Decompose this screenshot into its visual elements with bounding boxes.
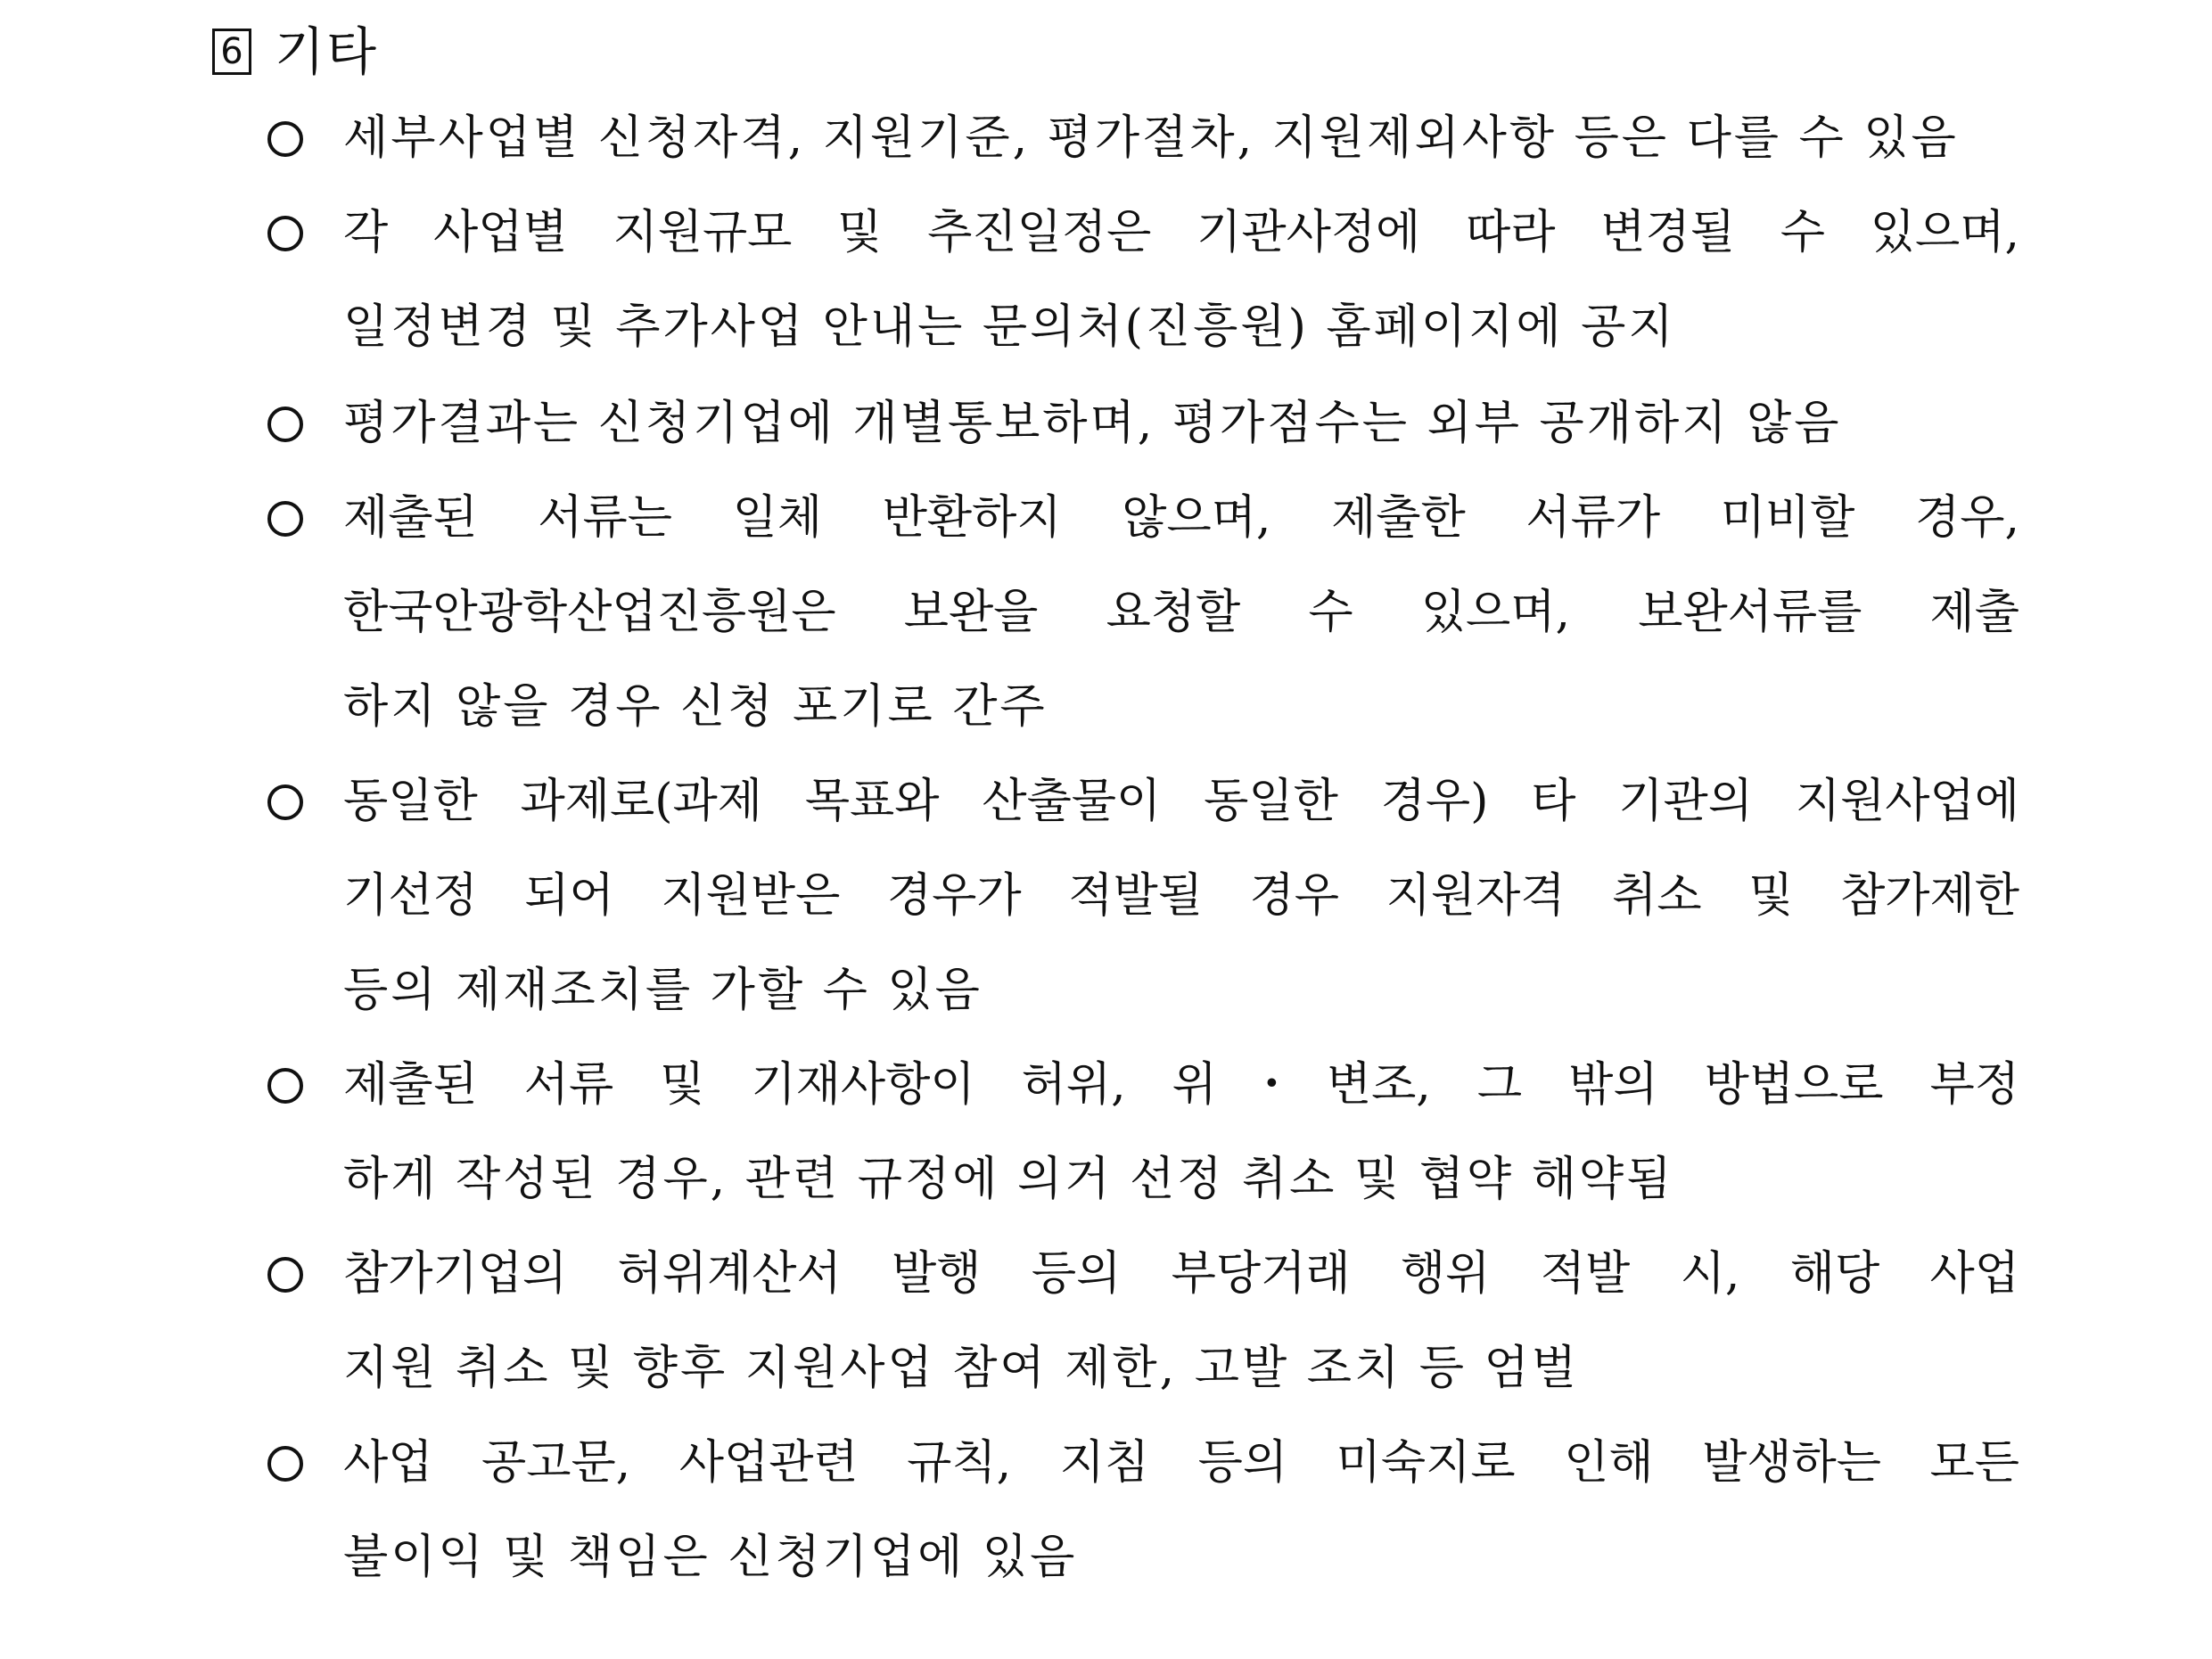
bullet-line: 동일한 과제로(과제 목표와 산출물이 동일한 경우) 타 기관의 지원사업에 xyxy=(343,775,2019,828)
bullet-line: 제출된 서류 및 기재사항이 허위, 위・변조, 그 밖의 방법으로 부정 xyxy=(343,1058,2019,1112)
bullet-line: 하지 않을 경우 신청 포기로 간주 xyxy=(343,680,1048,734)
bullet-circle-icon xyxy=(267,1446,303,1482)
bullet-line: 평가결과는 신청기업에 개별통보하며, 평가점수는 외부 공개하지 않음 xyxy=(343,397,1842,450)
bullet-line: 하게 작성된 경우, 관련 규정에 의거 선정 취소 및 협약 해약됨 xyxy=(343,1153,1674,1206)
bullet-line: 한국안광학산업진흥원은 보완을 요청할 수 있으며, 보완서류를 제출 xyxy=(343,586,2019,639)
bullet-circle-icon xyxy=(267,121,303,157)
bullet-line: 일정변경 및 추가사업 안내는 문의처(진흥원) 홈페이지에 공지 xyxy=(343,300,1676,354)
bullet-line: 세부사업별 신청자격, 지원기준, 평가절차, 지원제외사항 등은 다를 수 있음 xyxy=(343,111,1959,165)
bullet-line: 참가기업의 허위계산서 발행 등의 부당거래 행위 적발 시, 해당 사업 xyxy=(343,1247,2019,1301)
bullet-circle-icon xyxy=(267,501,303,537)
bullet-circle-icon xyxy=(267,784,303,820)
bullet-line: 각 사업별 지원규모 및 추진일정은 기관사정에 따라 변경될 수 있으며, xyxy=(343,206,2019,259)
bullet-circle-icon xyxy=(267,1257,303,1293)
bullet-circle-icon xyxy=(267,216,303,251)
bullet-line: 불이익 및 책임은 신청기업에 있음 xyxy=(343,1531,1078,1584)
bullet-line: 사업 공고문, 사업관련 규칙, 지침 등의 미숙지로 인해 발생하는 모든 xyxy=(343,1436,2019,1490)
section-number-box: 6 xyxy=(212,29,251,75)
bullet-line: 제출된 서류는 일체 반환하지 않으며, 제출한 서류가 미비할 경우, xyxy=(343,491,2019,545)
bullet-circle-icon xyxy=(267,1068,303,1104)
bullet-line: 등의 제재조치를 가할 수 있음 xyxy=(343,964,983,1017)
bullet-circle-icon xyxy=(267,407,303,442)
bullet-line: 기선정 되어 지원받은 경우가 적발될 경우 지원자격 취소 및 참가제한 xyxy=(343,869,2019,923)
bullet-line: 지원 취소 및 향후 지원사업 참여 제한, 고발 조치 등 엄벌 xyxy=(343,1342,1579,1395)
section-title: 기타 xyxy=(275,21,379,82)
